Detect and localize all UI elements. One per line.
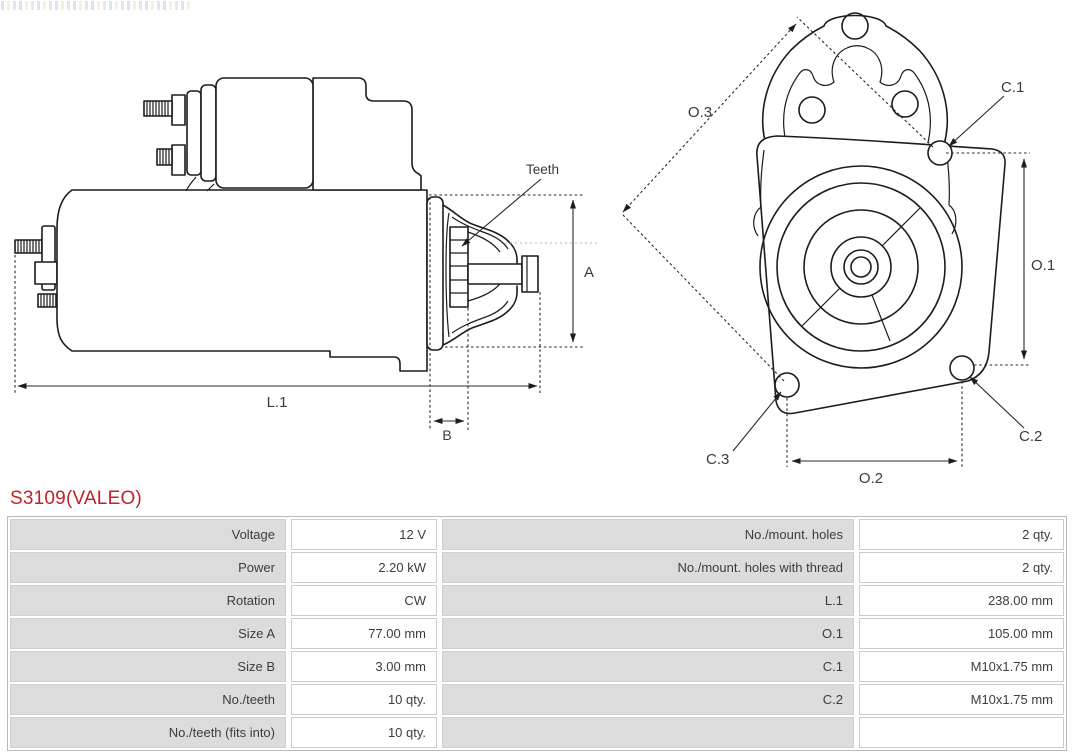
dim-label-o3: O.3 bbox=[687, 104, 713, 121]
spec-value-cell: 238.00 mm bbox=[859, 585, 1064, 616]
mounting-flange bbox=[427, 197, 443, 350]
dim-label-b: B bbox=[442, 427, 452, 443]
side-view-drawing bbox=[15, 78, 598, 443]
spec-value-cell: 105.00 mm bbox=[859, 618, 1064, 649]
spec-label-cell: Voltage bbox=[10, 519, 286, 550]
spec-value-cell: 10 qty. bbox=[291, 684, 437, 715]
spec-label-cell: O.1 bbox=[442, 618, 854, 649]
dim-label-c3: C.3 bbox=[706, 451, 730, 468]
part-number-title: S3109(VALEO) bbox=[10, 488, 142, 509]
front-view-drawing bbox=[622, 13, 1055, 487]
spec-value-cell: 3.00 mm bbox=[291, 651, 437, 682]
spec-value-cell: 12 V bbox=[291, 519, 437, 550]
spec-label-cell: Rotation bbox=[10, 585, 286, 616]
spec-value-cell: CW bbox=[291, 585, 437, 616]
dim-label-o2: O.2 bbox=[858, 470, 884, 487]
hole-c2 bbox=[950, 356, 974, 380]
spec-label-cell: Power bbox=[10, 552, 286, 583]
dim-label-o1: O.1 bbox=[1031, 257, 1056, 274]
spec-value-cell: M10x1.75 mm bbox=[859, 651, 1064, 682]
spec-label-cell: L.1 bbox=[442, 585, 854, 616]
dim-label-c1: C.1 bbox=[1001, 79, 1025, 96]
spec-label-cell: No./mount. holes with thread bbox=[442, 552, 854, 583]
spec-label-cell bbox=[442, 717, 854, 748]
spec-table bbox=[7, 516, 1067, 751]
terminal-stud bbox=[15, 240, 42, 253]
solenoid bbox=[216, 78, 313, 188]
spec-value-cell: M10x1.75 mm bbox=[859, 684, 1064, 715]
spec-value-cell: 10 qty. bbox=[291, 717, 437, 748]
spec-value-cell: 77.00 mm bbox=[291, 618, 437, 649]
spec-label-cell: C.1 bbox=[442, 651, 854, 682]
spec-label-cell: Size A bbox=[10, 618, 286, 649]
spec-value-cell: 2 qty. bbox=[859, 519, 1064, 550]
spec-label-cell: No./mount. holes bbox=[442, 519, 854, 550]
spec-value-cell bbox=[859, 717, 1064, 748]
pinion-gear bbox=[450, 227, 468, 307]
spec-value-cell: 2 qty. bbox=[859, 552, 1064, 583]
pinion-shaft bbox=[468, 264, 522, 284]
dim-label-l1: L.1 bbox=[266, 394, 288, 411]
teeth-callout-label: Teeth bbox=[526, 162, 560, 177]
spec-label-cell: No./teeth (fits into) bbox=[10, 717, 286, 748]
spec-label-cell: Size B bbox=[10, 651, 286, 682]
dim-label-a: A bbox=[584, 264, 595, 281]
motor-body bbox=[57, 190, 427, 371]
spec-label-cell: No./teeth bbox=[10, 684, 286, 715]
hole-c3 bbox=[775, 373, 799, 397]
spec-label-cell: C.2 bbox=[442, 684, 854, 715]
spec-value-cell: 2.20 kW bbox=[291, 552, 437, 583]
yoke-housing bbox=[313, 78, 421, 190]
dim-label-c2: C.2 bbox=[1019, 428, 1043, 445]
